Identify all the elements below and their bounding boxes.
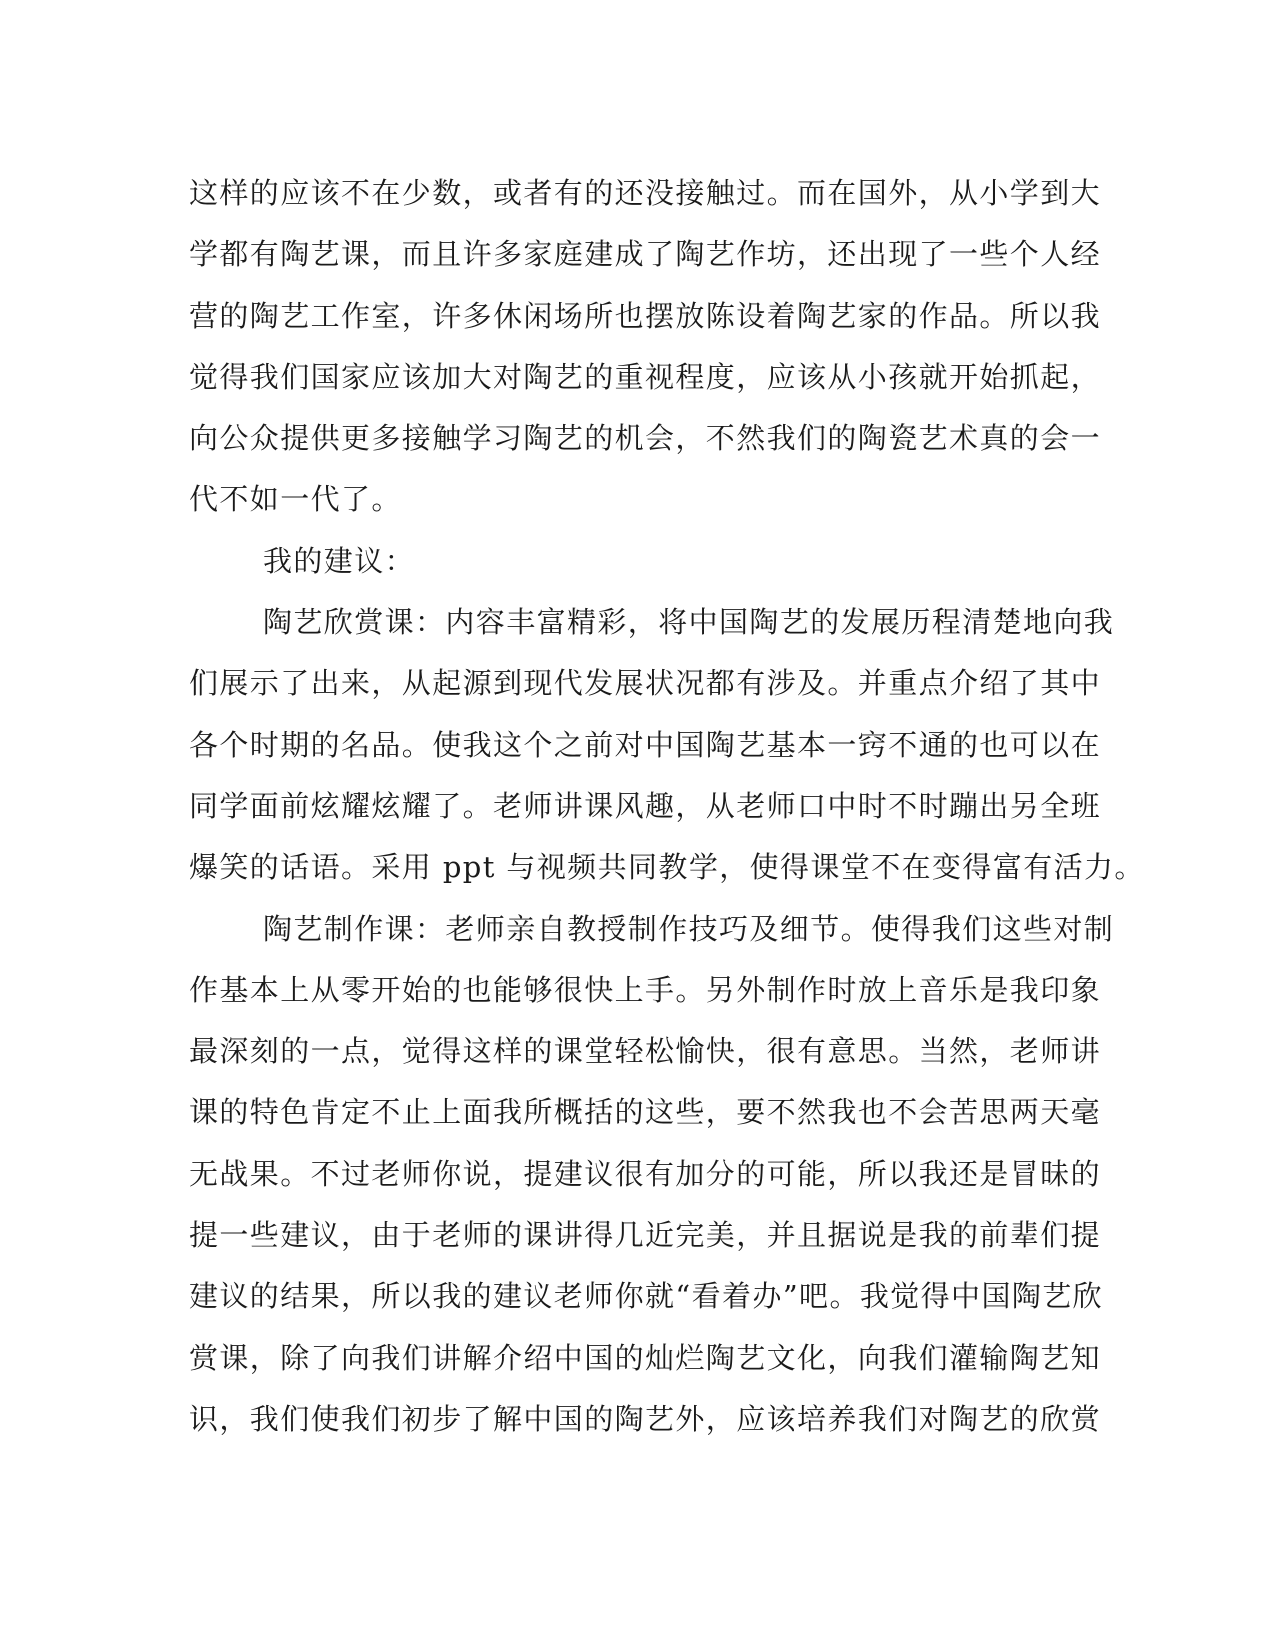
text-line: 无战果。不过老师你说，提建议很有加分的可能，所以我还是冒昧的 <box>189 1156 1102 1191</box>
body-text <box>189 163 1145 1450</box>
text-line: 识，我们使我们初步了解中国的陶艺外，应该培养我们对陶艺的欣赏 <box>189 1401 1102 1436</box>
text-line: 陶艺欣赏课：内容丰富精彩，将中国陶艺的发展历程清楚地向我 <box>263 605 1115 640</box>
text-line: 们展示了出来，从起源到现代发展状况都有涉及。并重点介绍了其中 <box>189 666 1102 701</box>
text-line: 赏课，除了向我们讲解介绍中国的灿烂陶艺文化，向我们灌输陶艺知 <box>189 1340 1102 1375</box>
text-line: 课的特色肯定不止上面我所概括的这些，要不然我也不会苦思两天毫 <box>189 1095 1102 1130</box>
text-line: 建议的结果，所以我的建议老师你就“看着办”吧。我觉得中国陶艺欣 <box>189 1279 1104 1314</box>
text-line: 向公众提供更多接触学习陶艺的机会，不然我们的陶瓷艺术真的会一 <box>189 421 1102 456</box>
text-line: 同学面前炫耀炫耀了。老师讲课风趣，从老师口中时不时蹦出另全班 <box>189 788 1102 823</box>
text-line: 最深刻的一点，觉得这样的课堂轻松愉快，很有意思。当然，老师讲 <box>189 1034 1102 1069</box>
text-line: 营的陶艺工作室，许多休闲场所也摆放陈设着陶艺家的作品。所以我 <box>189 298 1102 333</box>
text-line: 这样的应该不在少数，或者有的还没接触过。而在国外，从小学到大 <box>189 176 1102 210</box>
text-line: 代不如一代了。 <box>189 482 402 517</box>
text-line: 作基本上从零开始的也能够很快上手。另外制作时放上音乐是我印象 <box>189 972 1102 1007</box>
text-line: 爆笑的话语。采用 ppt 与视频共同教学，使得课堂不在变得富有活力。 <box>189 850 1145 885</box>
text-line: 陶艺制作课：老师亲自教授制作技巧及细节。使得我们这些对制 <box>263 911 1115 946</box>
text-line: 觉得我们国家应该加大对陶艺的重视程度，应该从小孩就开始抓起， <box>189 359 1102 394</box>
text-line: 提一些建议，由于老师的课讲得几近完美，并且据说是我的前辈们提 <box>189 1218 1102 1253</box>
text-line: 各个时期的名品。使我这个之前对中国陶艺基本一窍不通的也可以在 <box>189 727 1102 762</box>
section-heading: 我的建议： <box>263 543 416 578</box>
text-line: 学都有陶艺课，而且许多家庭建成了陶艺作坊，还出现了一些个人经 <box>189 237 1102 272</box>
